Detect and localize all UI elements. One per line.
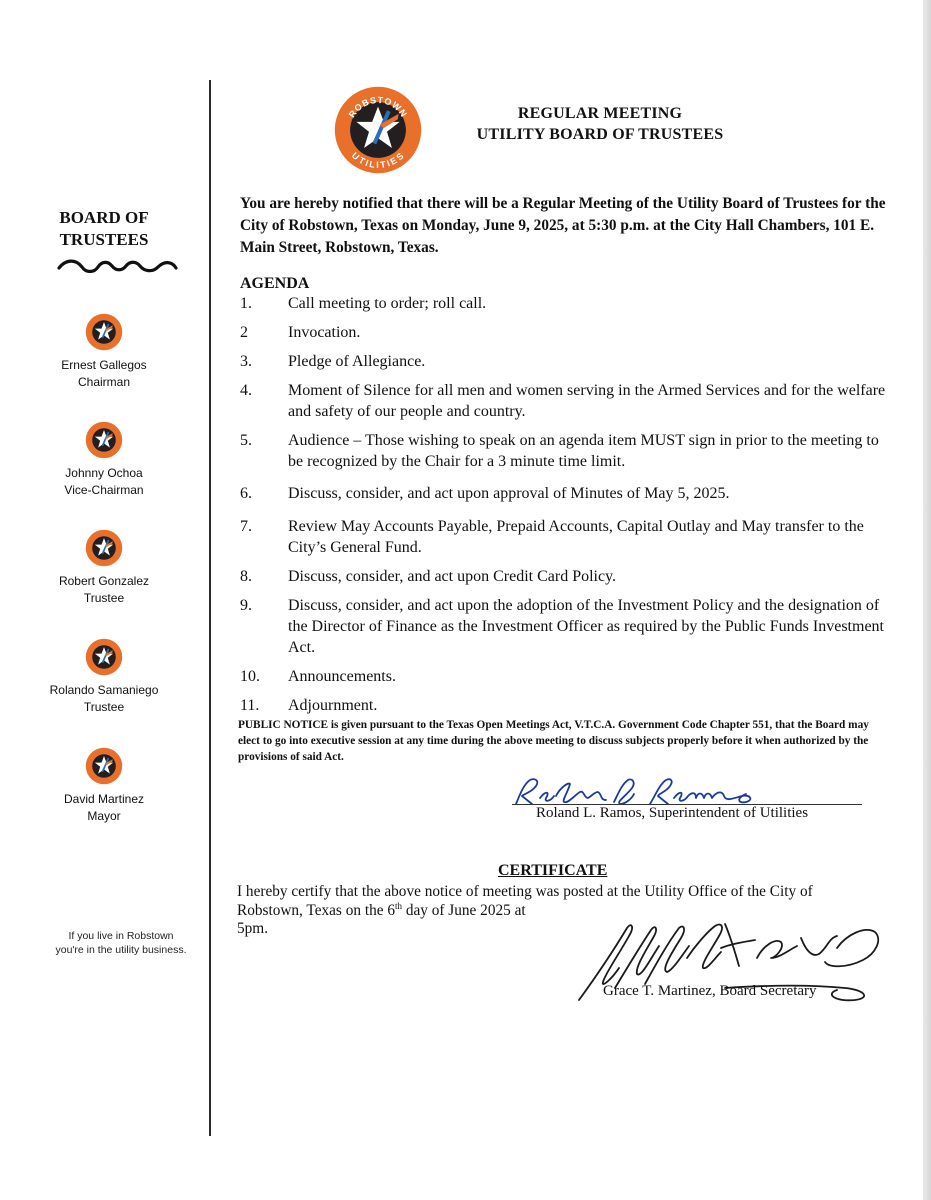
agenda-item-text: Moment of Silence for all men and women serving in the Armed Services and for the welfare and safety of our people and country. xyxy=(288,382,886,420)
agenda-item-text: Announcements. xyxy=(288,668,396,685)
agenda-item-text: Call meeting to order; roll call. xyxy=(288,295,487,312)
member-trustee-samaniego xyxy=(20,638,188,716)
header-line1: REGULAR MEETING xyxy=(517,105,683,122)
certificate-line1: I hereby certify that the above notice of meeting was posted at the Utility Office of the City of xyxy=(237,883,813,900)
member-logo-icon xyxy=(85,747,123,785)
agenda-item-number: 10. xyxy=(240,668,260,685)
agenda-item-text: Discuss, consider, and act upon the adoption of the Investment Policy and the designation of the Director of Finance as the Investment Officer as required by the Public Funds Investment Act. xyxy=(288,597,884,656)
member-name: David Martinez xyxy=(63,792,145,806)
agenda-item xyxy=(240,293,890,314)
agenda-item xyxy=(240,666,890,687)
header-line2: UTILITY BOARD OF TRUSTEES xyxy=(476,126,724,143)
svg-text:Roland L. Ramos: Roland L. Ramos xyxy=(512,807,520,808)
agenda-item-number: 6. xyxy=(240,485,252,502)
svg-text:Grace T. Martinez: Grace T. Martinez xyxy=(577,1003,585,1004)
agenda-item-text: Pledge of Allegiance. xyxy=(288,353,426,370)
signatory-martinez: Grace T. Martinez, Board Secretary xyxy=(603,983,817,999)
certificate-line2-end: day of June 2025 at xyxy=(402,901,526,919)
member-mayor xyxy=(20,747,188,825)
ordinal-suffix: th xyxy=(394,900,402,911)
member-logo-icon xyxy=(85,421,123,459)
meeting-notice: You are hereby notified that there will be a Regular Meeting of the Utility Board of Trustees for the City of Robstown, Texas on Monday, June 9, 2025, at 5:30 p.m. at the City Hall Chambers, 101 E. Main Street, Robstown, Texas. xyxy=(240,195,886,256)
member-role: Trustee xyxy=(83,700,125,714)
agenda-item-text: Audience – Those wishing to speak on an agenda item MUST sign in prior to the meeting to be recognized by the Chair for a 3 minute time limit. xyxy=(288,432,879,470)
member-trustee-gonzalez xyxy=(20,529,188,607)
agenda-item-text: Review May Accounts Payable, Prepaid Accounts, Capital Outlay and May transfer to the City’s General Fund. xyxy=(288,518,864,556)
agenda-item-text: Discuss, consider, and act upon Credit Card Policy. xyxy=(288,568,617,585)
member-role: Trustee xyxy=(83,591,125,605)
agenda-item xyxy=(240,430,890,472)
member-vice-chairman xyxy=(20,421,188,499)
agenda-item-number: 9. xyxy=(240,597,252,614)
member-role: Chairman xyxy=(77,375,131,389)
agenda-item-number: 7. xyxy=(240,518,252,535)
member-role: Mayor xyxy=(87,809,121,823)
tagline-line2: you're in the utility business. xyxy=(55,944,187,956)
agenda-item-number: 11. xyxy=(240,697,260,714)
agenda-item-text: Invocation. xyxy=(288,324,361,341)
signatory-ramos: Roland L. Ramos, Superintendent of Utilities xyxy=(536,805,809,821)
member-logo-icon xyxy=(85,638,123,676)
agenda-item-number: 8. xyxy=(240,568,252,585)
board-title-line2: TRUSTEES xyxy=(59,230,149,249)
agenda-item xyxy=(240,351,890,372)
tagline-line1: If you live in Robstown xyxy=(68,930,174,942)
agenda-item xyxy=(240,380,890,422)
certificate-title: CERTIFICATE xyxy=(498,862,608,879)
utility-tagline xyxy=(40,929,202,957)
agenda-title: AGENDA xyxy=(240,275,310,292)
member-name: Robert Gonzalez xyxy=(58,574,150,588)
agenda-item-text: Discuss, consider, and act upon approval of Minutes of May 5, 2025. xyxy=(288,485,730,502)
member-name: Ernest Gallegos xyxy=(61,358,147,372)
agenda-item-number: 3. xyxy=(240,353,252,370)
signature-ramos xyxy=(510,774,770,808)
agenda-item xyxy=(240,516,890,558)
agenda-item xyxy=(240,566,890,587)
certificate-line3: 5pm. xyxy=(237,920,269,937)
agenda-item-number: 5. xyxy=(240,432,252,449)
agenda-item xyxy=(240,595,890,658)
svg-text:ROBSTOWN: ROBSTOWN xyxy=(346,94,410,120)
public-notice: PUBLIC NOTICE is given pursuant to the Texas Open Meetings Act, V.T.C.A. Government Code Chapter 551, that the Board may elect to go into executive session at any time during the above meeting to discuss subjects properly before it when authorized by the provisions of said Act. xyxy=(238,719,869,763)
robstown-utilities-logo xyxy=(333,85,423,175)
member-logo-icon xyxy=(85,529,123,567)
board-title-line1: BOARD OF xyxy=(59,208,149,227)
agenda-item-number: 1. xyxy=(240,295,252,312)
member-name: Johnny Ochoa xyxy=(65,466,143,480)
member-logo-icon xyxy=(85,313,123,351)
svg-text:UTILITIES: UTILITIES xyxy=(349,150,407,170)
certificate-line2-start: Robstown, Texas on the 6 xyxy=(237,901,395,919)
page-edge xyxy=(923,0,931,1200)
agenda-item-number: 2 xyxy=(240,324,248,341)
agenda-item xyxy=(240,695,890,716)
member-chairman xyxy=(20,313,188,391)
meeting-header xyxy=(440,103,760,145)
agenda-item-number: 4. xyxy=(240,382,252,399)
flourish-divider xyxy=(56,255,178,277)
agenda-item xyxy=(240,322,890,343)
member-role: Vice-Chairman xyxy=(64,483,144,497)
agenda-list xyxy=(240,293,890,724)
agenda-item-text: Adjournment. xyxy=(288,697,378,714)
sidebar-divider xyxy=(209,80,211,1136)
member-name: Rolando Samaniego xyxy=(49,683,159,697)
board-title xyxy=(40,207,168,251)
agenda-item xyxy=(240,483,890,504)
